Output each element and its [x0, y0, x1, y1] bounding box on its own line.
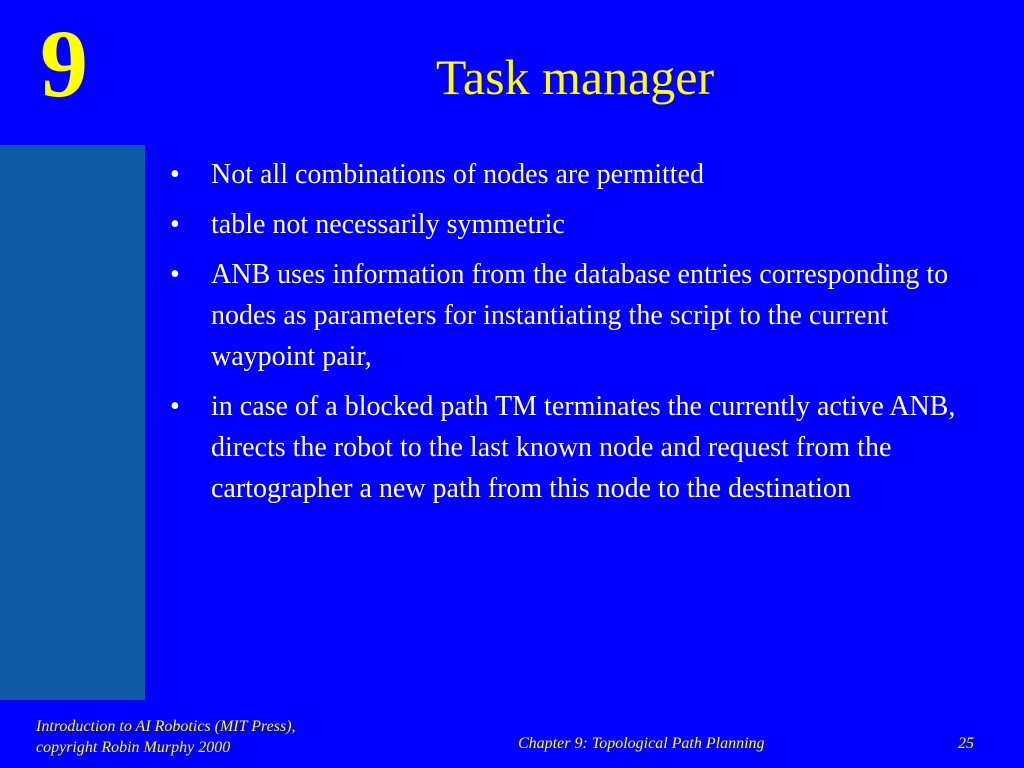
- bullet-item: [170, 386, 980, 509]
- bullet-text: ANB uses information from the database entries corresponding to nodes as parameters for instantiating the script to the current waypoint pair,: [211, 259, 949, 372]
- bullet-item: [170, 154, 980, 195]
- footer-citation: [36, 716, 296, 758]
- bullet-list: [170, 154, 980, 518]
- side-panel: [0, 145, 145, 700]
- footer-citation-line-1: Introduction to AI Robotics (MIT Press),: [36, 718, 296, 735]
- bullet-text: Not all combinations of nodes are permitted: [211, 159, 704, 190]
- bullet-text: table not necessarily symmetric: [211, 209, 565, 240]
- bullet-marker: •: [170, 209, 180, 240]
- page-number: 25: [958, 735, 974, 752]
- bullet-marker: •: [170, 391, 180, 422]
- slide-title: Task manager: [435, 49, 715, 105]
- chapter-number: 9: [40, 10, 88, 117]
- bullet-marker: •: [170, 259, 180, 290]
- bullet-item: [170, 254, 980, 377]
- bullet-text: in case of a blocked path TM terminates the currently active ANB, directs the robot to the last known node and request from the cartographer a new path from this node to the destination: [211, 391, 956, 504]
- bullet-marker: •: [170, 159, 180, 190]
- footer-chapter-title: Chapter 9: Topological Path Planning: [518, 735, 765, 752]
- footer-citation-line-2: copyright Robin Murphy 2000: [36, 739, 231, 756]
- bullet-item: [170, 204, 980, 245]
